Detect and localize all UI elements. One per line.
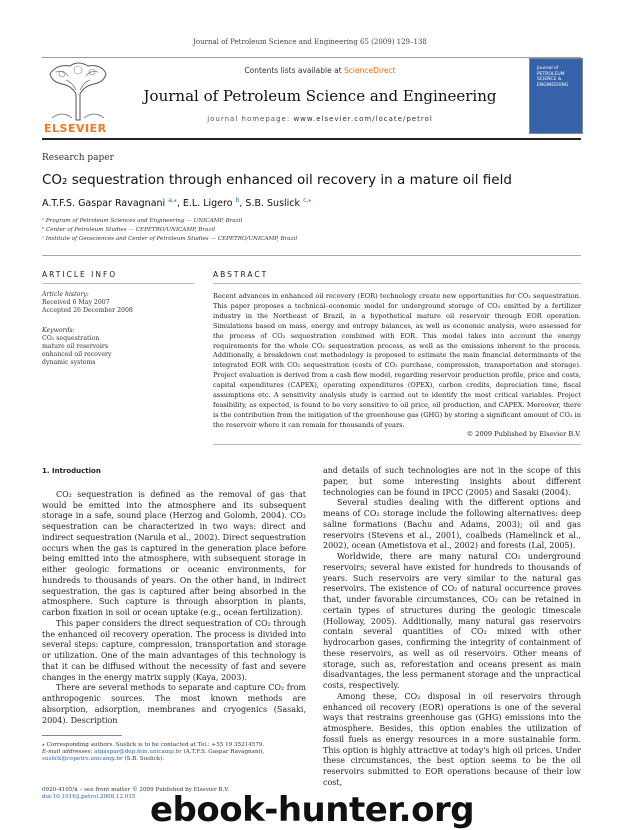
- body-paragraph: There are several methods to separate and capture CO₂ from anthropogenic sources. The most known methods are absorption, adsorption, membranes and cryogenics (Sasaki, 2004). Description: [42, 683, 306, 725]
- abstract-heading: ABSTRACT: [213, 270, 269, 279]
- watermark-text: ebook-hunter.org: [150, 790, 475, 830]
- corresponding-note: ⁎ Corresponding authors. Suslick is to be contacted at Tel.: +55 19 35214579.: [42, 742, 265, 748]
- header-top-rule: [42, 57, 581, 58]
- affiliation: ᶜ Institute of Geosciences and Center of Petroleum Studies — CEPETRO/UNICAMP, Brazil: [42, 236, 298, 242]
- body-paragraph: Worldwide, there are many natural CO₂ underground reservoirs; several have existed for hundreds to thousands of years. Such reservoirs are very similar to the natural gas reservoirs. The existence of CO₂ of natural occurrence proves that, under favorable circumstances, CO₂ can be retained in certain types of structures during the geologic timescale (Holloway, 2005). Additionally, many natural gas reservoirs contain several quantities of CO₂ mixed with other hydrocarbon gases, confirming the integrity of containment of these reservoirs, as well as oil reservoirs. Other means of storage, such as, reforestation and oceans present as main disadvantages, the less permanent storage and the unpractical costs, respectively.: [323, 552, 581, 690]
- author-name: A.T.F.S. Gaspar Ravagnani: [42, 198, 166, 210]
- body-column-left: [42, 466, 306, 726]
- body-paragraph: Among these, CO₂ disposal in oil reservoirs through enhanced oil recovery (EOR) operations is one of the several ways that restrains greenhouse gas (GHG) emissions into the atmosphere. Besides, this option enables the utilization of fossil fuels as energy resources in a more sustainable form. This option is highly attractive at today's high oil prices. Under these circumstances, the best option seems to be the oil reservoirs submitted to EOR operations because of their low cost,: [323, 691, 581, 787]
- paper-type: Research paper: [42, 153, 114, 163]
- body-paragraph: and details of such technologies are not in the scope of this paper, but some interesting insights about different technologies can be found in IPCC (2005) and Sasaki (2004).: [323, 466, 581, 497]
- keyword: enhanced oil recovery: [42, 351, 112, 358]
- keyword: dynamic systems: [42, 359, 96, 366]
- body-paragraph: Several studies dealing with the different options and means of CO₂ storage include the following alternatives: deep saline formations (Bachu and Adams, 2003); oil and gas reservoirs (Stevens et al., 2001), coalbeds (Hamelinck et al., 2002), ocean (Ametistova et al., 2002) and forests (Lal, 2005).: [323, 498, 581, 551]
- article-history: [42, 291, 133, 315]
- author-list: A.T.F.S. Gaspar Ravagnani $^{a,⁎}$, E.L. Ligero $^b$, S.B. Suslick $^{c,⁎}$: [42, 197, 312, 210]
- journal-title: Journal of Petroleum Science and Engineering: [143, 87, 497, 105]
- affiliation: ᵇ Center of Petroleum Studies — CEPETRO/UNICAMP, Brazil: [42, 227, 216, 233]
- journal-reference: Journal of Petroleum Science and Engineering 65 (2009) 129–138: [193, 38, 427, 46]
- author-affiliation-mark[interactable]: c,⁎: [303, 197, 312, 204]
- keyword: CO₂ sequestration: [42, 335, 100, 342]
- keywords-label: Keywords:: [42, 327, 75, 334]
- issn-line: 0920-4105/$ – see front matter © 2009 Published by Elsevier B.V.: [42, 787, 230, 793]
- author-affiliation-mark[interactable]: b: [235, 197, 240, 204]
- homepage-url[interactable]: www.elsevier.com/locate/petrol: [293, 115, 433, 123]
- contents-prefix: Contents lists available at: [244, 66, 345, 75]
- abstract-bottom-rule: [213, 444, 581, 445]
- footnote-rule: [42, 735, 122, 736]
- email-label: E-mail addresses:: [42, 749, 95, 756]
- accepted-date: Accepted 26 December 2008: [42, 307, 133, 314]
- keyword: mature oil reservoirs: [42, 343, 109, 350]
- body-paragraph: This paper considers the direct sequestration of CO₂ through the enhanced oil recovery operation. The process is divided into several steps: capture, compression, transportation and storage or utilization. One of the main advantages of this technology is that it can be diffused without the necessity of fast and severe changes in the energy matrix supply (Kaya, 2003).: [42, 618, 306, 682]
- affiliation: ᵃ Program of Petroleum Sciences and Engineering — UNICAMP, Brazil: [42, 218, 243, 224]
- email-link[interactable]: atgaspar@dep.fem.unicamp.br: [94, 749, 182, 756]
- doi-link[interactable]: doi:10.1016/j.petrol.2008.12.015: [42, 794, 136, 801]
- received-date: Received 6 May 2007: [42, 299, 110, 306]
- footnote: [42, 742, 306, 764]
- abstract-rule: [213, 283, 581, 284]
- section-heading: 1. Introduction: [42, 467, 101, 475]
- sciencedirect-link[interactable]: ScienceDirect: [344, 66, 396, 75]
- author-affiliation-mark[interactable]: a,⁎: [168, 197, 177, 204]
- contents-line: [120, 66, 520, 75]
- history-label: Article history:: [42, 291, 89, 298]
- paper-title: CO₂ sequestration through enhanced oil recovery in a mature oil field: [42, 172, 512, 188]
- header-bottom-rule: [42, 138, 581, 140]
- abstract-text: Recent advances in enhanced oil recovery (EOR) technology create new opportunities for CO₂ sequestration. This paper proposes a technical–economic model for underground storage of CO₂ emitted by a fertilizer industry in the Northeast of Brazil, in a hypothetical mature oil reservoir through EOR operation. Simulations based on mass, energy and entropy balances, as well as economic analysis, were assessed for the process of CO₂ sequestration combined with EOR. This model takes into account the energy requirements for the whole CO₂ sequestration process, as well as the emissions inherent to the process. Additionally, a breakdown cost methodology is proposed to estimate the main financial determinants of the integrated EOR with CO₂ sequestration (costs of CO₂ purchase, compression, transportation and storage). Project evaluation is derived from a cash flow model, regarding reservoir production profile, price and costs, capital expenditures (CAPEX), operating expenditures (OPEX), carbon credits, depreciation time, fiscal assumptions etc. A sensitivity analysis study is carried out to identify the most critical variables. Project feasibility, as expected, is found to be very sensitive to oil price, oil production, and CAPEX. Moreover, there is the contribution from the mitigation of the greenhouse gas (GHG) by storing a significant amount of CO₂ in the reservoir where it can remain for thousands of years.: [213, 292, 581, 429]
- email-owner: (A.T.F.S. Gaspar Ravagnani),: [181, 749, 265, 756]
- keywords-block: [42, 327, 111, 367]
- section-rule: [42, 255, 581, 256]
- article-info-heading: ARTICLE INFO: [42, 270, 118, 279]
- email-link[interactable]: suslick@cepetro.unicamp.br: [42, 756, 123, 763]
- email-owner: (S.B. Suslick).: [122, 756, 165, 763]
- body-paragraph: CO₂ sequestration is defined as the removal of gas that would be emitted into the atmosphere and its subsequent storage in a safe, sound place (Herzog and Golomb, 2004). CO₂ sequestration can be characterized in two ways: direct and indirect sequestration (Narula et al., 2002). Direct sequestration occurs when the gas is captured in the generation place before being emitted into the atmosphere, with subsequent storage in either geologic formations or oceanic environments, for hundreds to thousands of years. On the other hand, in indirect sequestration, the gas is captured after being absorbed in the atmosphere. Such capture is through absorption in plants, carbon fixation in soil or ocean uptake (e.g., ocean fertilization).: [42, 489, 306, 617]
- homepage-prefix: journal homepage:: [207, 115, 294, 123]
- body-column-right: [323, 466, 581, 789]
- journal-homepage: [120, 115, 520, 123]
- publisher-wordmark: ELSEVIER: [44, 122, 107, 135]
- journal-cover-text: Journal of PETROLEUM SCIENCE & ENGINEERING: [537, 66, 569, 88]
- abstract-copyright: © 2009 Published by Elsevier B.V.: [466, 430, 581, 438]
- article-info-rule: [42, 283, 194, 284]
- author-name: S.B. Suslick: [245, 198, 301, 210]
- author-name: E.L. Ligero: [182, 198, 233, 210]
